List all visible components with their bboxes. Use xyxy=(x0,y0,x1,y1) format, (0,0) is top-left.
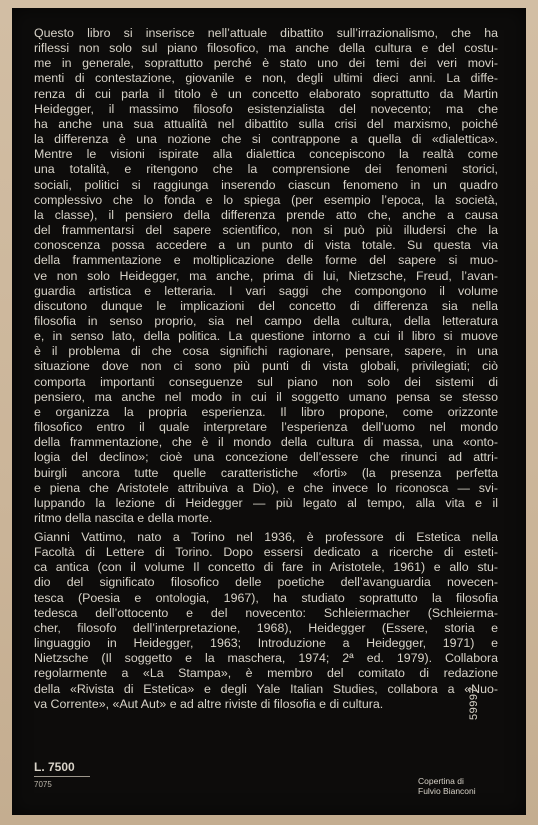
blurb-line: buirgli ancora tutte quelle caratteristiche «forti» (la presenza perfetta xyxy=(34,465,498,480)
blurb-line: sociali, politici si raggiunga inserendo ciascun fenomeno in un quadro xyxy=(34,177,498,192)
blurb-line: situazione dove non ci sono più punti di vista globali, privilegiati; ciò xyxy=(34,359,498,374)
dark-text-panel xyxy=(12,8,526,815)
bio-line: dio del significato filosofico delle poetiche dell’avanguardia novecen- xyxy=(34,575,498,590)
blurb-line: e, in senso lato, della politica. La questione intorno a cui il libro si muove xyxy=(34,329,498,344)
bio-line: Gianni Vattimo, nato a Torino nel 1936, è professore di Estetica nella xyxy=(34,530,498,544)
blurb-line: logia del declino»; cioè una concezione dell’essere che rinunci ad attri- xyxy=(34,450,498,465)
cover-credit xyxy=(418,776,476,796)
blurb-line: e piena che Aristotele attribuiva a Dio), e che invece lo riconosca — svi- xyxy=(34,480,498,495)
cover-credit-line1: Copertina di xyxy=(418,776,464,786)
blurb-line: filosofia in senso proprio, sia nel campo della cultura, della letteratura xyxy=(34,313,498,328)
author-bio xyxy=(34,530,498,712)
bio-line: cher, filosofo dell’interpretazione, 1968), Heidegger (Essere, storia e xyxy=(34,620,498,635)
blurb-line: menti di contestazione, giovanile e non, degli ultimi dieci anni. La diffe- xyxy=(34,71,498,86)
bio-line: linguaggio in Heidegger, 1963; Introduzione a Heidegger, 1971) e xyxy=(34,636,498,651)
bio-line: ca antica (con il volume Il concetto di fare in Aristotele, 1961) e allo stu- xyxy=(34,560,498,575)
blurb-line: discutono dunque le implicazioni del concetto di differenza sia nella xyxy=(34,298,498,313)
bio-line: Nietzsche (Il soggetto e la maschera, 1974; 2ª ed. 1979). Collabora xyxy=(34,651,498,666)
blurb-line: ve non solo Heidegger, ma anche, prima di lui, Nietzsche, Freud, l’avan- xyxy=(34,268,498,283)
price-label: L. 7500 xyxy=(34,760,90,777)
blurb-line: luppando la lezione di Heidegger — più legato al tempo, alla vita e il xyxy=(34,495,498,510)
blurb-line: riflessi non solo sul piano filosofico, ma anche della cultura e del costu- xyxy=(34,41,498,56)
blurb-line: della frammentazione e moltiplicazione delle forme del sapere si muo- xyxy=(34,253,498,268)
blurb-line: pensiero, ma anche nel modo in cui il soggetto umano pensa se stesso xyxy=(34,389,498,404)
blurb-line: è il problema di che cosa significhi ragionare, pensare, sapere, in una xyxy=(34,344,498,359)
blurb-line: Mentre le visioni ispirate alla dialettica concepiscono la realtà come xyxy=(34,147,498,162)
isbn-code: 59997 xyxy=(468,686,480,720)
blurb-line: renza di cui parla il titolo è un concetto elaborato soprattutto da Martin xyxy=(34,86,498,101)
bio-line: regolarmente a «La Stampa», è membro del comitato di redazione xyxy=(34,666,498,681)
bio-line: della «Rivista di Estetica» e degli Yale Italian Studies, collabora a «Nuo- xyxy=(34,681,498,696)
blurb-line: Heidegger, il massimo filosofo esistenzialista del novecento; ma che xyxy=(34,101,498,116)
blurb-line: ritmo della nascita e della morte. xyxy=(34,511,213,525)
bio-line: va Corrente», «Aut Aut» e ad altre riviste di filosofia e di cultura. xyxy=(34,696,384,711)
blurb-line: del frammentarsi del sapere scientifico, non si può più illudersi che la xyxy=(34,223,498,238)
blurb-line: Questo libro si inserisce nell’attuale dibattito sull’irrazionalismo, che ha xyxy=(34,26,498,40)
catalog-code: 7075 xyxy=(34,780,52,789)
book-blurb xyxy=(34,26,498,526)
blurb-line: complessivo che lo fonda e lo spiega (per esempio l’epoca, la società, xyxy=(34,192,498,207)
bio-line: tesca (Poesia e ontologia, 1967), ha studiato soprattutto la filosofia xyxy=(34,590,498,605)
cover-credit-designer: Fulvio Bianconi xyxy=(418,786,476,796)
blurb-line: ha anche una sua attualità nel dibattito sulla crisi del marxismo, poiché xyxy=(34,116,498,131)
blurb-line: la classe), il pensiero della differenza prende atto che, anche a causa xyxy=(34,207,498,222)
blurb-line: guardia artistica e letteraria. I vari saggi che compongono il volume xyxy=(34,283,498,298)
blurb-line: della frammentazione, che è il mondo della cultura di massa, una «onto- xyxy=(34,435,498,450)
blurb-line: la differenza è una nozione che si contrappone a quella di «dialettica». xyxy=(34,132,498,147)
blurb-line: comporta importanti conseguenze sul piano non solo dei sistemi di xyxy=(34,374,498,389)
bio-line: tedesca dell’ottocento e del novecento: Schleiermacher (Schleierma- xyxy=(34,605,498,620)
bio-line: Facoltà di Lettere di Torino. Dopo essersi dedicato a ricerche di esteti- xyxy=(34,545,498,560)
blurb-line: me in generale, soprattutto perché è stato uno dei temi dei veri movi- xyxy=(34,56,498,71)
blurb-line: una totalità, e ritengono che la comprensione dei fenomeni storici, xyxy=(34,162,498,177)
blurb-line: conoscenza possa accedere a un punto di vista totale. Su questa via xyxy=(34,238,498,253)
blurb-line: filosofico entro il quale interpretare l’esperienza dell’uomo nel mondo xyxy=(34,420,498,435)
blurb-line: e organizza la propria esperienza. Il libro propone, come orizzonte xyxy=(34,404,498,419)
